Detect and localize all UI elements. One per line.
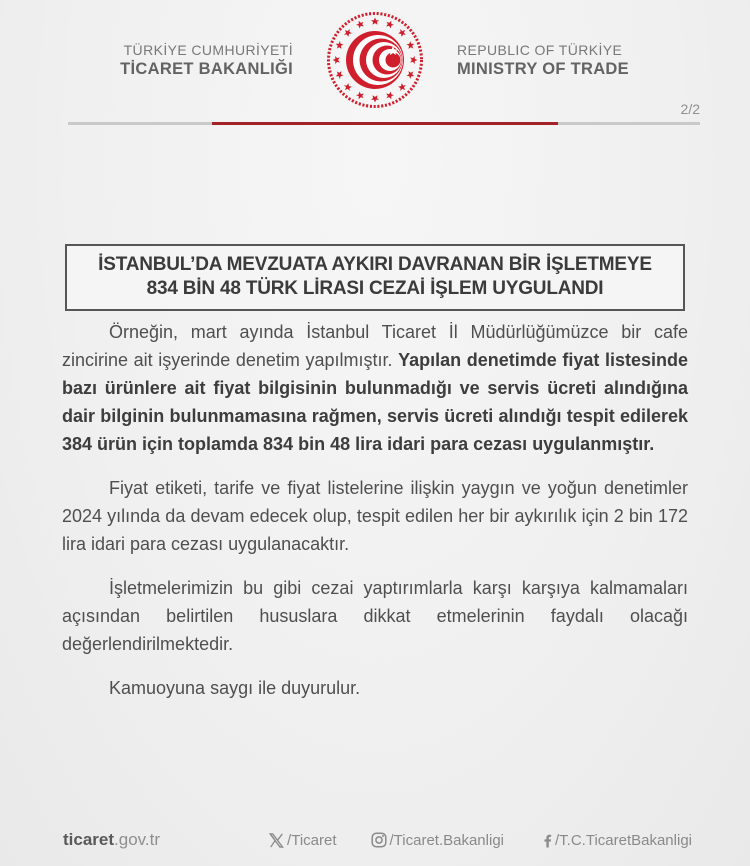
headline-line1: İSTANBUL’DA MEVZUATA AYKIRI DAVRANAN BİR İŞLETMEYE [98,254,652,275]
paragraph-closing: Kamuoyuna saygı ile duyurulur. [109,678,361,698]
paragraph-2: Fiyat etiketi, tarife ve fiyat listelerine ilişkin yaygın ve yoğun denetimler 2024 yılında da devam edecek olup, tespit edilen her bir aykırılık için 2 bin 172 lira idari para cezası uygulanacaktır. [62,478,688,554]
instagram-link[interactable] [371,832,505,849]
logo-crescents [346,31,404,89]
website-link-bold: ticaret [63,830,115,849]
headline-box [65,244,685,311]
paragraph-3: İşletmelerimizin bu gibi cezai yaptırımlarla karşı karşıya kalmamaları açısından belirtilen hususlara dikkat etmelerinin faydalı olacağı değerlendirilmektedir. [62,578,688,654]
ministry-name-en-line2: MINISTRY OF TRADE [457,59,629,78]
facebook-handle: /T.C.TicaretBakanligi [555,831,692,849]
facebook-icon [538,833,552,848]
header [0,10,750,110]
paragraph-1-normal: Örneğin, mart ayında İstanbul Ticaret İl Müdürlüğümüzce bir cafe zincirine ait işyerinde denetim yapılmıştır. [62,322,688,370]
announcement-body [62,318,688,718]
website-link-rest: .gov.tr [114,830,161,849]
facebook-link[interactable] [538,832,692,849]
ministry-of-trade-logo-icon [325,10,425,110]
ministry-name-en-line1: REPUBLIC OF TÜRKİYE [457,41,623,58]
social-links [269,832,692,849]
footer [63,830,692,850]
x-twitter-handle: /Ticaret [287,831,337,849]
x-twitter-icon [269,833,284,848]
headline-line2: 834 BİN 48 TÜRK LİRASI CEZAİ İŞLEM UYGULANDI [146,278,604,299]
page-indicator: 2/2 [680,101,700,117]
header-divider [68,122,700,125]
ministry-name-tr-line2: TİCARET BAKANLIĞI [120,59,293,78]
paragraph-1-bold: Yapılan denetimde fiyat listesinde bazı ürünlere ait fiyat bilgisinin bulunmadığı ve servis ücreti alındığına dair bilginin bulunmamasına rağmen, servis ücreti alındığı tespit edilerek 384 ürün için toplamda 834 bin 48 lira idari para cezası uygulanmıştır. [62,350,688,454]
x-twitter-link[interactable] [269,832,336,849]
ministry-name-turkish [120,42,293,79]
paragraph-1 [62,318,688,458]
instagram-handle: /Ticaret.Bakanligi [389,831,504,849]
website-link[interactable] [63,830,160,850]
header-divider-red-segment [212,122,558,125]
ministry-name-tr-line1: TÜRKİYE CUMHURİYETİ [123,41,293,58]
ministry-name-english [457,42,629,79]
instagram-icon [371,832,387,848]
